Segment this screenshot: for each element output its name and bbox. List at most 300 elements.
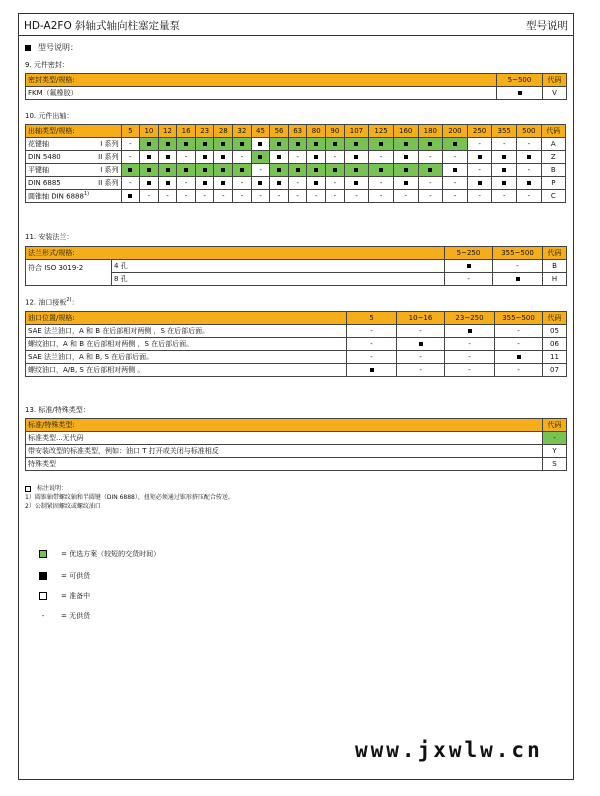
size-header: 107 bbox=[344, 125, 369, 138]
table-cell: - bbox=[393, 190, 418, 203]
section-13-title: 13. 标准/特殊类型： bbox=[25, 406, 90, 414]
header-cell: 代码 bbox=[543, 74, 567, 87]
available-mark-icon bbox=[277, 168, 281, 172]
green-square-icon bbox=[39, 550, 47, 558]
code-cell: - bbox=[543, 432, 567, 445]
legend-preferred: = 优选方案（较短的交货时间） bbox=[39, 549, 160, 559]
size-header: 5 bbox=[121, 125, 140, 138]
code-cell: B bbox=[541, 164, 565, 177]
header-cell: 油口位置/规格: bbox=[26, 312, 347, 325]
available-mark-icon bbox=[478, 181, 482, 185]
available-mark-icon bbox=[404, 142, 408, 146]
available-mark-icon bbox=[453, 142, 457, 146]
table-cell: - bbox=[467, 164, 492, 177]
section-11-title: 11. 安装法兰： bbox=[25, 233, 74, 241]
table-cell bbox=[369, 138, 394, 151]
table-row bbox=[26, 177, 566, 190]
header-cell: 代码 bbox=[541, 125, 565, 138]
section-10-title: 10. 元件出轴： bbox=[25, 112, 74, 120]
table-cell bbox=[233, 138, 252, 151]
section-9-title: 9. 元件密封： bbox=[25, 61, 69, 69]
table-cell: - bbox=[121, 138, 140, 151]
size-header: 32 bbox=[233, 125, 252, 138]
table-cell bbox=[307, 177, 326, 190]
table-cell: - bbox=[233, 151, 252, 164]
table-cell: - bbox=[158, 190, 177, 203]
table-cell: - bbox=[492, 138, 517, 151]
code-cell: V bbox=[543, 87, 567, 100]
seal-table bbox=[25, 73, 567, 100]
available-mark-icon bbox=[314, 168, 318, 172]
header-cell: 355~500 bbox=[493, 247, 543, 260]
size-header: 45 bbox=[251, 125, 270, 138]
available-mark-icon bbox=[166, 181, 170, 185]
row-label: 螺纹油口，A 和 B 在后部相对两侧 ，S 在后部后面。 bbox=[26, 338, 347, 351]
table-cell: - bbox=[443, 177, 468, 190]
size-header: 10 bbox=[140, 125, 159, 138]
table-cell bbox=[393, 164, 418, 177]
available-mark-icon bbox=[404, 168, 408, 172]
available-mark-icon bbox=[240, 168, 244, 172]
available-mark-icon bbox=[502, 181, 506, 185]
header-cell: 5 bbox=[347, 312, 397, 325]
flange-table bbox=[25, 246, 567, 286]
legend-available: = 可供货 bbox=[39, 571, 90, 581]
table-cell: - bbox=[443, 151, 468, 164]
table-cell bbox=[195, 138, 214, 151]
header-cell: 标准/特殊类型: bbox=[26, 419, 543, 432]
available-mark-icon bbox=[147, 168, 151, 172]
table-cell: - bbox=[397, 325, 445, 338]
table-cell: - bbox=[517, 138, 542, 151]
row-holes: 4 孔 bbox=[112, 260, 445, 273]
header-cell: 代码 bbox=[543, 312, 567, 325]
row-label: DIN 6885 bbox=[26, 177, 81, 190]
row-label: 花键轴 bbox=[26, 138, 81, 151]
table-cell bbox=[307, 138, 326, 151]
size-header: 16 bbox=[177, 125, 196, 138]
table-cell bbox=[251, 177, 270, 190]
code-cell: 05 bbox=[543, 325, 567, 338]
available-mark-icon bbox=[147, 181, 151, 185]
bullet-square-icon bbox=[25, 45, 31, 51]
table-cell: - bbox=[251, 164, 270, 177]
table-cell bbox=[270, 151, 289, 164]
table-cell: - bbox=[233, 177, 252, 190]
table-cell bbox=[517, 151, 542, 164]
header-cell: 密封类型/规格: bbox=[26, 74, 497, 87]
available-mark-icon bbox=[203, 155, 207, 159]
table-cell bbox=[158, 151, 177, 164]
table-cell: - bbox=[288, 177, 307, 190]
available-mark-icon bbox=[478, 155, 482, 159]
table-header-row bbox=[26, 312, 567, 325]
available-mark-icon bbox=[354, 168, 358, 172]
table-cell: - bbox=[347, 325, 397, 338]
model-description-heading: 型号说明： bbox=[25, 42, 78, 53]
table-cell bbox=[445, 325, 495, 338]
table-cell bbox=[467, 151, 492, 164]
size-header: 200 bbox=[443, 125, 468, 138]
table-cell bbox=[443, 138, 468, 151]
table-cell: - bbox=[307, 190, 326, 203]
table-cell bbox=[158, 164, 177, 177]
available-mark-icon bbox=[203, 181, 207, 185]
table-cell: - bbox=[270, 190, 289, 203]
table-cell bbox=[195, 164, 214, 177]
row-series: II 系列 bbox=[81, 177, 121, 190]
table-cell bbox=[492, 164, 517, 177]
table-cell: - bbox=[445, 351, 495, 364]
table-row bbox=[26, 87, 567, 100]
page-header bbox=[19, 14, 573, 36]
size-header: 160 bbox=[393, 125, 418, 138]
table-cell bbox=[177, 164, 196, 177]
code-cell: P bbox=[541, 177, 565, 190]
table-cell bbox=[344, 164, 369, 177]
code-cell: 06 bbox=[543, 338, 567, 351]
available-mark-icon bbox=[258, 181, 262, 185]
table-cell bbox=[326, 164, 345, 177]
table-cell: - bbox=[467, 190, 492, 203]
note-2: 2）公制紧固螺纹或螺纹油口 bbox=[25, 503, 101, 510]
table-cell bbox=[288, 164, 307, 177]
table-cell bbox=[233, 164, 252, 177]
available-mark-icon bbox=[128, 168, 132, 172]
size-header: 90 bbox=[326, 125, 345, 138]
table-row bbox=[26, 364, 567, 377]
table-cell: - bbox=[121, 177, 140, 190]
code-cell: 11 bbox=[543, 351, 567, 364]
available-mark-icon bbox=[518, 91, 522, 95]
table-cell bbox=[214, 164, 233, 177]
table-row bbox=[26, 260, 567, 273]
table-cell: - bbox=[177, 177, 196, 190]
dash-icon: - bbox=[41, 612, 45, 620]
available-mark-icon bbox=[221, 155, 225, 159]
table-row bbox=[26, 458, 567, 471]
available-mark-icon bbox=[166, 142, 170, 146]
table-cell: - bbox=[397, 364, 445, 377]
table-cell: - bbox=[445, 273, 493, 286]
available-mark-icon bbox=[354, 181, 358, 185]
table-row bbox=[26, 351, 567, 364]
available-mark-icon bbox=[258, 155, 262, 159]
available-mark-icon bbox=[221, 142, 225, 146]
table-cell: - bbox=[344, 190, 369, 203]
table-cell: - bbox=[369, 190, 394, 203]
table-cell: - bbox=[493, 260, 543, 273]
legend-in-preparation: = 准备中 bbox=[39, 591, 90, 601]
available-mark-icon bbox=[502, 168, 506, 172]
table-cell: - bbox=[121, 151, 140, 164]
table-cell: - bbox=[177, 151, 196, 164]
table-cell bbox=[121, 190, 140, 203]
header-cell: 代码 bbox=[543, 419, 567, 432]
datasheet-page bbox=[18, 13, 574, 780]
available-mark-icon bbox=[333, 142, 337, 146]
size-header: 56 bbox=[270, 125, 289, 138]
table-cell bbox=[214, 151, 233, 164]
available-mark-icon bbox=[166, 168, 170, 172]
header-cell: 代码 bbox=[543, 247, 567, 260]
available-mark-icon bbox=[203, 168, 207, 172]
table-cell: - bbox=[517, 190, 542, 203]
size-header: 80 bbox=[307, 125, 326, 138]
table-cell: - bbox=[369, 151, 394, 164]
table-cell bbox=[344, 151, 369, 164]
table-header-row bbox=[26, 74, 567, 87]
header-cell: 出轴类型/规格: bbox=[26, 125, 122, 138]
table-cell bbox=[158, 177, 177, 190]
table-cell bbox=[158, 138, 177, 151]
available-mark-icon bbox=[296, 142, 300, 146]
table-cell: - bbox=[214, 190, 233, 203]
code-cell: C bbox=[541, 190, 565, 203]
row-label: FKM（氟橡胶） bbox=[26, 87, 497, 100]
available-mark-icon bbox=[516, 277, 520, 281]
table-cell: - bbox=[347, 351, 397, 364]
table-cell: - bbox=[140, 190, 159, 203]
code-cell: Y bbox=[543, 445, 567, 458]
table-row bbox=[26, 338, 567, 351]
table-cell: - bbox=[492, 190, 517, 203]
row-holes: 8 孔 bbox=[112, 273, 445, 286]
table-row bbox=[26, 164, 566, 177]
row-label: 特殊类型 bbox=[26, 458, 543, 471]
table-cell bbox=[140, 151, 159, 164]
table-cell bbox=[270, 177, 289, 190]
available-mark-icon bbox=[428, 168, 432, 172]
table-cell bbox=[344, 177, 369, 190]
available-mark-icon bbox=[184, 142, 188, 146]
table-cell bbox=[517, 177, 542, 190]
table-header-row bbox=[26, 125, 566, 138]
available-mark-icon bbox=[147, 155, 151, 159]
table-cell bbox=[214, 138, 233, 151]
code-cell: S bbox=[543, 458, 567, 471]
table-cell bbox=[195, 151, 214, 164]
table-cell bbox=[214, 177, 233, 190]
watermark: www.jxwlw.cn bbox=[355, 738, 543, 762]
table-cell bbox=[445, 260, 493, 273]
table-cell bbox=[369, 164, 394, 177]
available-mark-icon bbox=[517, 355, 521, 359]
row-label: DIN 5480 bbox=[26, 151, 81, 164]
table-cell bbox=[397, 338, 445, 351]
available-mark-icon bbox=[221, 181, 225, 185]
port-plate-table bbox=[25, 311, 567, 377]
notes: 标注说明： 1）圆锥轴带螺纹轴和半圆键（DIN 6888），扭矩必须通过锥形挤压配合传送。 2）公制紧固螺纹或螺纹油口 bbox=[25, 485, 234, 510]
shaft-table bbox=[25, 124, 566, 203]
table-cell bbox=[443, 164, 468, 177]
header-cell: 法兰形式/规格: bbox=[26, 247, 445, 260]
available-mark-icon bbox=[404, 181, 408, 185]
table-cell bbox=[140, 164, 159, 177]
table-cell: - bbox=[326, 151, 345, 164]
row-label: SAE 法兰油口，A 和 B 在后部相对两侧 ，S 在后部后面。 bbox=[26, 325, 347, 338]
table-row bbox=[26, 151, 566, 164]
table-cell: - bbox=[443, 190, 468, 203]
table-row bbox=[26, 325, 567, 338]
table-cell: - bbox=[517, 164, 542, 177]
page-title: HD-A2FO 斜轴式轴向柱塞定量泵 bbox=[24, 20, 181, 32]
table-cell bbox=[495, 351, 543, 364]
table-cell bbox=[344, 138, 369, 151]
available-mark-icon bbox=[404, 155, 408, 159]
available-mark-icon bbox=[296, 168, 300, 172]
size-header: 125 bbox=[369, 125, 394, 138]
table-cell: - bbox=[177, 190, 196, 203]
table-cell bbox=[493, 273, 543, 286]
available-mark-icon bbox=[428, 142, 432, 146]
row-label: 标准类型...无代码 bbox=[26, 432, 543, 445]
table-header-row bbox=[26, 247, 567, 260]
white-square-icon bbox=[39, 592, 47, 600]
available-mark-icon bbox=[419, 342, 423, 346]
type-table bbox=[25, 418, 567, 471]
table-cell bbox=[270, 164, 289, 177]
row-label: 平键轴 bbox=[26, 164, 81, 177]
header-cell: 5~500 bbox=[497, 74, 543, 87]
table-cell: - bbox=[495, 338, 543, 351]
table-cell: - bbox=[195, 190, 214, 203]
size-header: 180 bbox=[418, 125, 443, 138]
table-cell bbox=[140, 177, 159, 190]
available-mark-icon bbox=[203, 142, 207, 146]
row-label: 圆锥轴 DIN 6888$^{1)}$ bbox=[26, 190, 122, 203]
table-cell bbox=[177, 138, 196, 151]
table-cell bbox=[497, 87, 543, 100]
available-mark-icon bbox=[502, 155, 506, 159]
available-mark-icon bbox=[379, 142, 383, 146]
table-row bbox=[26, 445, 567, 458]
table-row bbox=[26, 190, 566, 203]
note-1: 1）圆锥轴带螺纹轴和半圆键（DIN 6888），扭矩必须通过锥形挤压配合传送。 bbox=[25, 494, 234, 501]
table-cell: - bbox=[495, 325, 543, 338]
table-cell: - bbox=[445, 364, 495, 377]
table-cell bbox=[288, 138, 307, 151]
available-mark-icon bbox=[453, 168, 457, 172]
row-label: SAE 法兰油口，A 和 B, S 在后部后面。 bbox=[26, 351, 347, 364]
table-cell bbox=[307, 164, 326, 177]
table-cell: - bbox=[369, 177, 394, 190]
table-cell bbox=[270, 138, 289, 151]
available-mark-icon bbox=[379, 168, 383, 172]
code-cell: Z bbox=[541, 151, 565, 164]
table-cell bbox=[140, 138, 159, 151]
table-cell: - bbox=[397, 351, 445, 364]
table-cell: - bbox=[418, 177, 443, 190]
row-label: 符合 ISO 3019-2 bbox=[26, 260, 112, 286]
available-mark-icon bbox=[314, 142, 318, 146]
size-header: 23 bbox=[195, 125, 214, 138]
table-cell: - bbox=[418, 151, 443, 164]
header-cell: 355~500 bbox=[495, 312, 543, 325]
table-cell bbox=[467, 177, 492, 190]
table-cell bbox=[326, 138, 345, 151]
table-cell bbox=[492, 151, 517, 164]
row-series: I 系列 bbox=[81, 138, 121, 151]
table-cell: - bbox=[288, 190, 307, 203]
available-mark-icon bbox=[184, 168, 188, 172]
table-cell: - bbox=[467, 138, 492, 151]
table-row bbox=[26, 138, 566, 151]
available-mark-icon bbox=[128, 194, 132, 198]
table-cell bbox=[121, 164, 140, 177]
size-header: 250 bbox=[467, 125, 492, 138]
available-mark-icon bbox=[277, 181, 281, 185]
table-cell bbox=[393, 177, 418, 190]
table-cell: - bbox=[326, 177, 345, 190]
available-mark-icon bbox=[468, 329, 472, 333]
row-label: 螺纹油口，A/B, S 在后部相对两侧 。 bbox=[26, 364, 347, 377]
table-cell bbox=[393, 138, 418, 151]
table-cell: - bbox=[288, 151, 307, 164]
table-cell bbox=[418, 138, 443, 151]
available-mark-icon bbox=[354, 142, 358, 146]
header-cell: 5~250 bbox=[445, 247, 493, 260]
row-series: I 系列 bbox=[81, 164, 121, 177]
table-header-row bbox=[26, 419, 567, 432]
table-cell bbox=[251, 151, 270, 164]
table-cell bbox=[195, 177, 214, 190]
size-header: 12 bbox=[158, 125, 177, 138]
table-cell bbox=[307, 151, 326, 164]
available-mark-icon bbox=[147, 142, 151, 146]
row-label: 带安装改型的标准类型，例如：油口 T 打开或关闭与标准相反 bbox=[26, 445, 543, 458]
available-mark-icon bbox=[221, 168, 225, 172]
size-header: 355 bbox=[492, 125, 517, 138]
code-cell: B bbox=[543, 260, 567, 273]
table-row bbox=[26, 432, 567, 445]
table-cell bbox=[347, 364, 397, 377]
available-mark-icon bbox=[277, 155, 281, 159]
size-header: 63 bbox=[288, 125, 307, 138]
available-mark-icon bbox=[166, 155, 170, 159]
available-mark-icon bbox=[314, 155, 318, 159]
available-mark-icon bbox=[354, 155, 358, 159]
table-cell: - bbox=[418, 190, 443, 203]
table-cell: - bbox=[347, 338, 397, 351]
table-cell bbox=[393, 151, 418, 164]
available-mark-icon bbox=[527, 155, 531, 159]
code-cell: A bbox=[541, 138, 565, 151]
note-square-icon bbox=[25, 486, 31, 492]
table-cell bbox=[492, 177, 517, 190]
available-mark-icon bbox=[277, 142, 281, 146]
legend-not-available: - = 无供货 bbox=[39, 611, 90, 621]
table-cell bbox=[251, 138, 270, 151]
size-header: 500 bbox=[517, 125, 542, 138]
header-cell: 10~16 bbox=[397, 312, 445, 325]
table-cell: - bbox=[251, 190, 270, 203]
table-cell: - bbox=[326, 190, 345, 203]
table-cell: - bbox=[495, 364, 543, 377]
table-cell: - bbox=[233, 190, 252, 203]
header-right-label: 型号说明 bbox=[526, 20, 568, 32]
available-mark-icon bbox=[370, 368, 374, 372]
available-mark-icon bbox=[240, 142, 244, 146]
table-cell bbox=[418, 164, 443, 177]
available-mark-icon bbox=[314, 181, 318, 185]
size-header: 28 bbox=[214, 125, 233, 138]
available-mark-icon bbox=[258, 142, 262, 146]
code-cell: H bbox=[543, 273, 567, 286]
available-mark-icon bbox=[527, 181, 531, 185]
black-square-icon bbox=[39, 572, 47, 580]
available-mark-icon bbox=[467, 264, 471, 268]
